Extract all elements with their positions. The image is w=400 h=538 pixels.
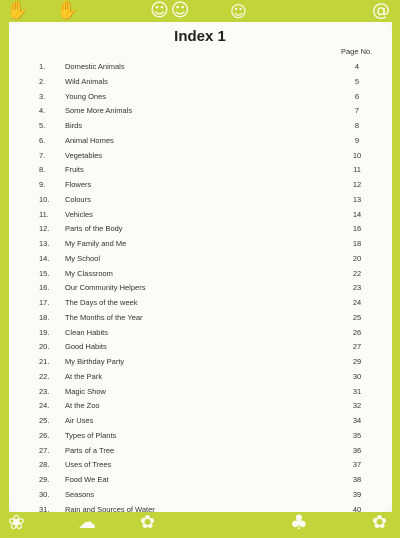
entry-page-number: 6 [354,91,360,101]
entry-number: 26. [39,430,50,440]
entry-number: 23. [39,386,50,396]
entry-page-number: 18 [352,239,362,248]
toc-entry [0,254,400,269]
entry-number: 14. [39,253,50,263]
entry-number: 30. [39,489,50,499]
smiley-faces-icon: ☺☺ [150,0,192,21]
entry-title: Young Ones [65,91,107,101]
plant-doodle-icon: ❀ [8,510,25,534]
entry-title: Rain and Sources of Water [65,504,155,514]
entry-page-number: 30 [352,371,362,381]
entry-page-number: 38 [352,475,362,484]
entry-number: 20. [39,342,50,352]
entry-title: Parts of the Body [65,224,123,234]
entry-title: Parts of a Tree [65,445,115,455]
entry-page-number: 5 [354,76,360,86]
entry-page-number: 16 [352,224,362,234]
entry-title: Seasons [65,489,95,499]
smiley-face-icon: ☺ [230,2,247,21]
entry-number: 25. [39,416,50,425]
entry-page-number: 14 [352,209,362,219]
toc-entry [0,180,400,195]
entry-title: Domestic Animals [65,62,125,71]
toc-entry [0,239,400,254]
entry-number: 27. [39,445,50,455]
entry-title: Animal Homes [65,135,114,145]
entry-title: Clean Habits [65,327,108,337]
toc-entry [0,505,400,520]
entry-page-number: 20 [352,253,362,263]
entry-title: Vegetables [65,150,103,160]
sheep-doodle-icon: ☁ [78,512,96,533]
entry-title: Food We Eat [65,475,109,484]
entry-number: 4. [39,106,46,116]
entry-number: 8. [39,165,46,175]
toc-entry [0,328,400,343]
entry-number: 19. [39,327,50,337]
entry-page-number: 40 [352,504,362,514]
entry-page-number: 23 [352,283,362,293]
entry-number: 24. [39,401,50,411]
toc-entry [0,121,400,136]
entry-number: 18. [39,312,50,322]
toc-entry [0,475,400,490]
duck-doodle-icon: ✿ [372,512,388,533]
entry-number: 15. [39,268,50,278]
entry-number: 28. [39,460,50,470]
toc-entry [0,460,400,475]
toc-entry [0,210,400,225]
entry-number: 7. [39,150,46,160]
entry-title: Air Uses [65,416,94,425]
page-title: Index 1 [174,28,226,45]
toc-entry [0,446,400,461]
entry-page-number: 35 [352,430,362,440]
entry-page-number: 9 [354,135,360,145]
hand-doodle-icon: ✋ [56,0,79,21]
toc-entry [0,92,400,107]
entry-page-number: 24 [352,298,362,307]
entry-page-number: 34 [352,416,362,425]
entry-title: My Family and Me [65,239,127,248]
entry-number: 10. [39,194,50,204]
toc-entry [0,298,400,313]
entry-title: Types of Plants [65,430,117,440]
bird-doodle-icon: ✿ [140,512,156,533]
entry-number: 1. [39,62,46,71]
entry-title: Flowers [65,180,92,189]
entry-page-number: 32 [352,401,362,411]
entry-number: 12. [39,224,50,234]
entry-page-number: 39 [352,489,362,499]
toc-entry [0,77,400,92]
entry-number: 17. [39,298,50,307]
cake-doodle-icon: ♣ [290,510,308,534]
entry-page-number: 11 [353,165,361,175]
entry-number: 16. [39,283,50,293]
entry-title: Magic Show [65,386,106,396]
entry-page-number: 7 [354,106,360,116]
toc-entry [0,224,400,239]
toc-entry [0,151,400,166]
entry-title: At the Zoo [65,401,100,411]
toc-entry [0,342,400,357]
entry-page-number: 22 [352,268,362,278]
toc-entry [0,106,400,121]
page-number-header: Page No. [341,47,373,56]
entry-number: 22. [39,371,50,381]
entry-page-number: 8 [354,121,360,130]
toc-entry [0,387,400,402]
entry-page-number: 31 [352,386,362,396]
toc-entry [0,165,400,180]
toc-entry [0,401,400,416]
toc-entry [0,490,400,505]
entry-number: 13. [39,239,50,248]
toc-entry [0,313,400,328]
toc-entry [0,283,400,298]
toc-entry [0,372,400,387]
entry-title: The Days of the week [65,298,138,307]
entry-page-number: 25 [352,312,362,322]
toc-entry [0,431,400,446]
entry-title: My Birthday Party [65,357,125,366]
entry-page-number: 37 [352,460,362,470]
entry-page-number: 10 [352,150,362,160]
entry-number: 21. [39,357,50,366]
entry-page-number: 27 [352,342,362,352]
entry-title: Birds [65,121,83,130]
entry-title: Uses of Trees [65,460,112,470]
entry-page-number: 12 [352,180,362,189]
entry-number: 3. [39,91,46,101]
entry-number: 31. [39,504,50,514]
entry-number: 6. [39,135,46,145]
toc-entry [0,416,400,431]
entry-number: 5. [39,121,46,130]
entry-title: Wild Animals [65,76,108,86]
entry-title: My School [65,253,101,263]
toc-entry [0,136,400,151]
entry-number: 2. [39,76,46,86]
entry-title: My Classroom [65,268,113,278]
entry-title: Good Habits [65,342,107,352]
entry-number: 29. [39,475,50,484]
toc-entry [0,195,400,210]
entry-page-number: 4 [354,62,360,71]
toc-entry [0,269,400,284]
table-of-contents [0,62,400,519]
entry-number: 11. [39,209,49,219]
entry-page-number: 29 [352,357,362,366]
entry-number: 9. [39,180,46,189]
entry-page-number: 26 [352,327,362,337]
entry-title: The Months of the Year [65,312,143,322]
entry-title: Fruits [65,165,84,175]
entry-title: Colours [65,194,91,204]
entry-page-number: 13 [352,194,362,204]
entry-title: Our Community Helpers [65,283,146,293]
toc-entry [0,357,400,372]
entry-title: At the Park [65,371,103,381]
entry-page-number: 36 [352,445,362,455]
snail-doodle-icon: @ [372,0,390,21]
toc-entry [0,62,400,77]
entry-title: Vehicles [65,209,93,219]
entry-title: Some More Animals [65,106,133,116]
hand-doodle-icon: ✋ [6,0,29,21]
